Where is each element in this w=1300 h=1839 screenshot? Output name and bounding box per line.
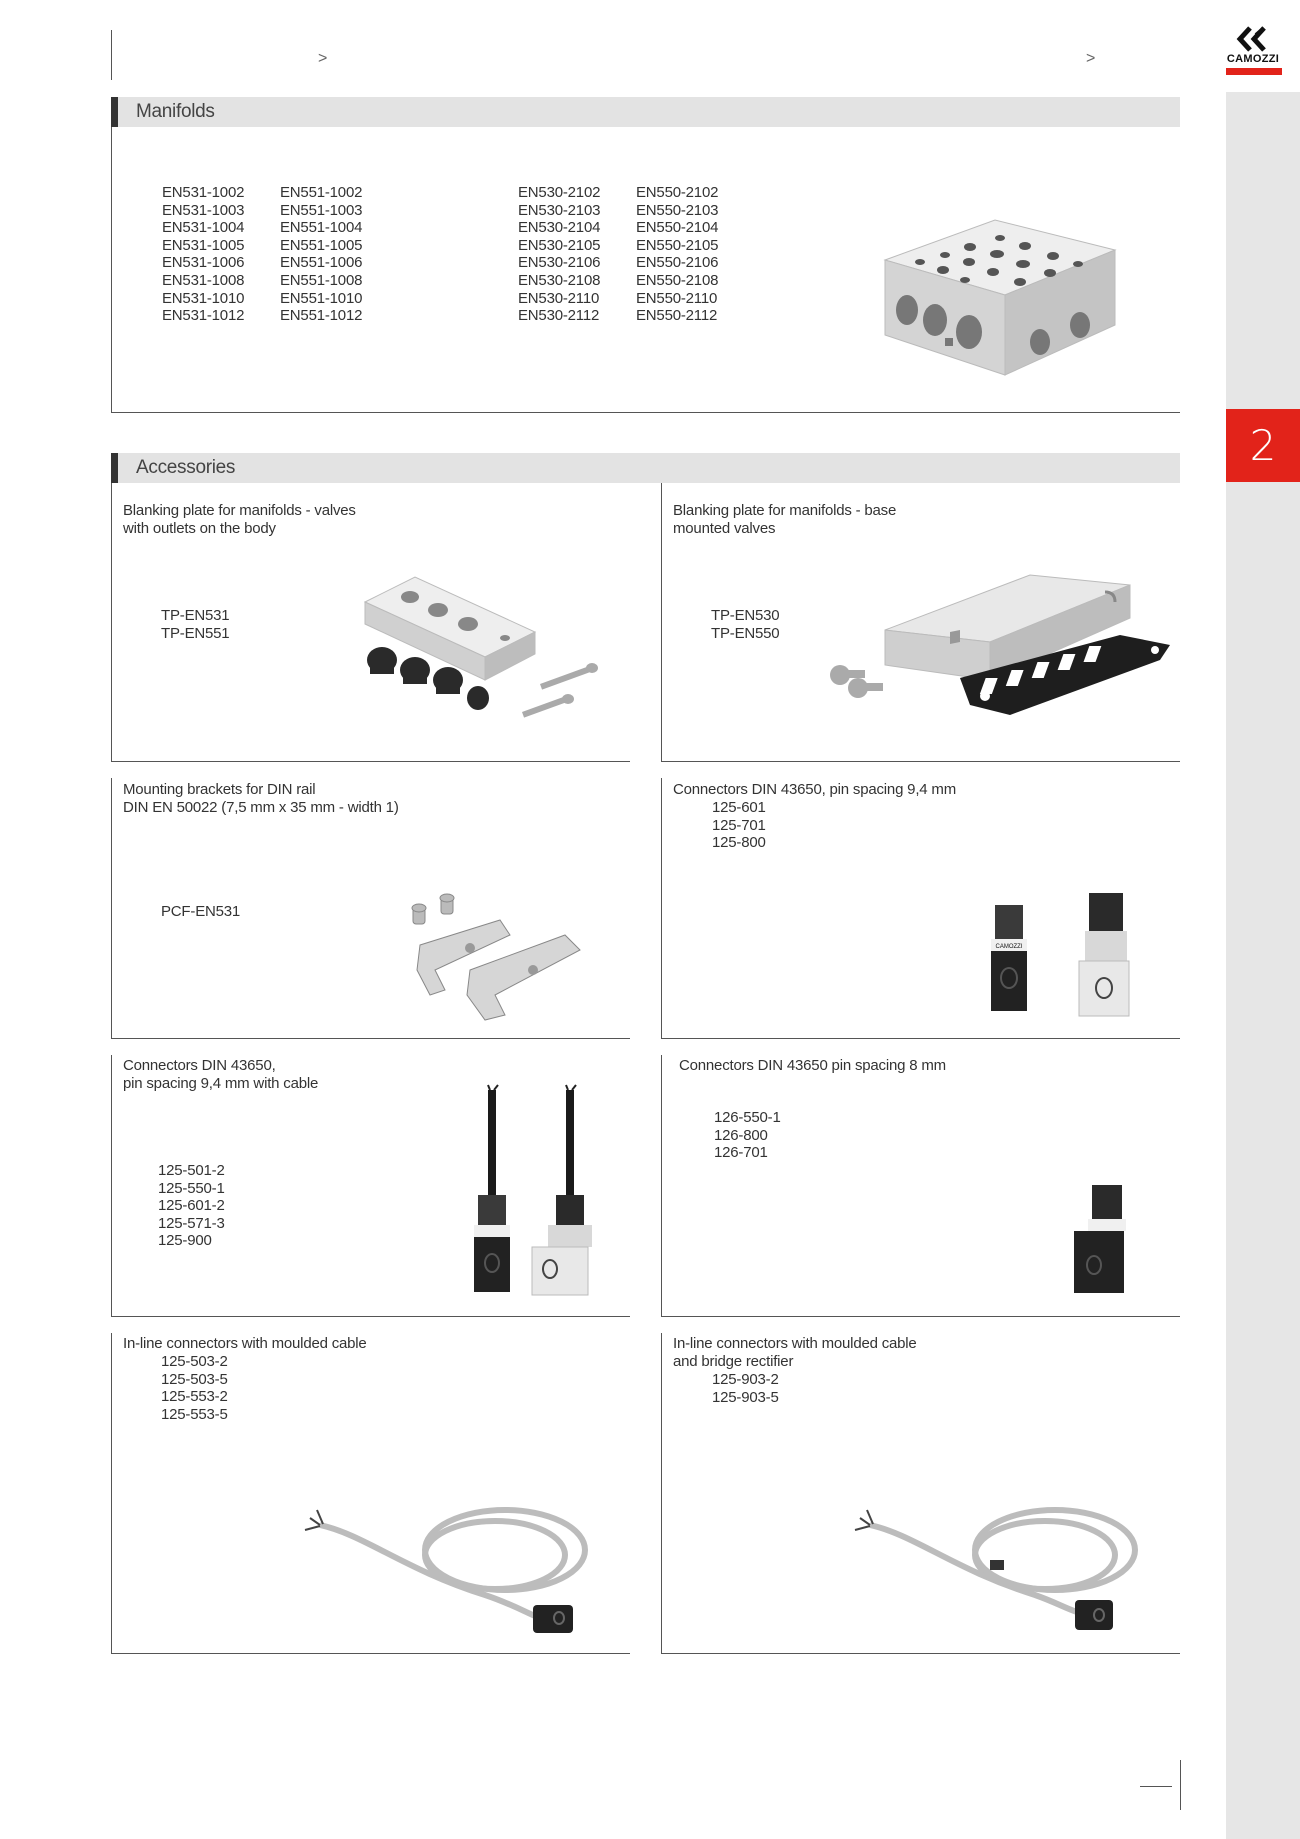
code-item: EN531-1010 [162, 289, 245, 307]
code-item: 125-701 [712, 816, 766, 834]
code-item: EN530-2106 [518, 254, 601, 272]
manifold-block-image [865, 210, 1115, 385]
logo-bar [1226, 68, 1282, 75]
accessory-codes [711, 607, 779, 642]
breadcrumb-separator-left: > [318, 50, 328, 67]
code-item: EN550-2110 [636, 289, 718, 307]
code-item: 125-503-2 [161, 1353, 228, 1370]
code-item: EN530-2102 [518, 184, 601, 201]
side-strip [1226, 92, 1300, 1839]
accessory-title: Connectors DIN 43650, pin spacing 9,4 mm with cable [123, 1057, 319, 1092]
accessory-codes [714, 1109, 781, 1162]
code-item: 126-701 [714, 1144, 768, 1162]
accessory-title: Mounting brackets for DIN rail DIN EN 50022 (7,5 mm x 35 mm - width 1) [123, 781, 399, 816]
accessory-codes [712, 799, 766, 852]
manifold-codes-col3 [518, 184, 600, 325]
code-item: EN551-1004 [280, 219, 363, 237]
code-item: EN531-1003 [162, 201, 245, 219]
code-item: EN531-1012 [162, 307, 245, 325]
code-item: 125-601 [712, 799, 766, 816]
accessory-title: In-line connectors with moulded cable and bridge rectifier [673, 1335, 917, 1370]
connectors-94-image [985, 893, 1135, 1023]
code-item: 125-903-2 [712, 1371, 779, 1388]
code-item: 125-571-3 [158, 1214, 225, 1232]
code-item: EN530-2104 [518, 219, 601, 237]
code-item: PCF-EN531 [161, 903, 241, 920]
code-item: EN551-1008 [280, 271, 363, 289]
code-item: EN530-2103 [518, 201, 601, 219]
code-item: 125-553-5 [161, 1405, 228, 1423]
code-item: 125-553-2 [161, 1388, 228, 1406]
code-item: EN550-2112 [636, 307, 718, 325]
code-item: EN531-1008 [162, 271, 245, 289]
manifold-codes-col1 [162, 184, 244, 325]
inline-cable-image [305, 1500, 595, 1640]
accessory-codes [712, 1371, 779, 1406]
connector-label: CAMOZZI [995, 944, 1023, 950]
code-item: EN530-2112 [518, 307, 600, 325]
accessory-title: Connectors DIN 43650 pin spacing 8 mm [679, 1057, 946, 1074]
code-item: EN551-1005 [280, 236, 363, 254]
code-item: TP-EN530 [711, 607, 780, 624]
connector-8-image [1070, 1185, 1140, 1305]
code-item: EN530-2108 [518, 271, 601, 289]
code-item: 125-550-1 [158, 1179, 225, 1197]
code-item: EN550-2102 [636, 184, 719, 201]
page-number-dash [1140, 1786, 1172, 1787]
camozzi-logo [1222, 26, 1284, 76]
inline-rectifier-cable-image [855, 1500, 1145, 1640]
code-item: 125-601-2 [158, 1197, 225, 1215]
accessory-codes [158, 1162, 225, 1250]
section-title: Manifolds [136, 101, 215, 122]
code-item: 125-503-5 [161, 1370, 228, 1388]
blanking-plate-base-image [820, 570, 1180, 730]
accessory-codes [161, 607, 229, 642]
code-item: TP-EN551 [161, 624, 230, 642]
code-item: 125-903-5 [712, 1388, 779, 1406]
camozzi-logo-icon [1234, 26, 1274, 52]
code-item: EN550-2106 [636, 254, 719, 272]
code-item: EN531-1002 [162, 184, 245, 201]
code-item: 126-550-1 [714, 1109, 781, 1126]
code-item: EN531-1004 [162, 219, 245, 237]
accessory-title: Blanking plate for manifolds - valves with outlets on the body [123, 502, 356, 537]
code-item: EN551-1002 [280, 184, 363, 201]
code-item: EN551-1012 [280, 307, 363, 325]
breadcrumb-separator-right: > [1086, 50, 1096, 67]
code-item: EN550-2108 [636, 271, 719, 289]
code-item: 125-800 [712, 834, 766, 852]
accessory-title: Blanking plate for manifolds - base mounted valves [673, 502, 897, 537]
code-item: EN551-1003 [280, 201, 363, 219]
code-item: 125-900 [158, 1232, 212, 1250]
chapter-tab[interactable]: 2 [1226, 409, 1300, 482]
page-number-rule [1180, 1760, 1181, 1810]
accessory-codes [161, 903, 240, 921]
code-item: EN531-1006 [162, 254, 245, 272]
section-header-accessories [111, 453, 1180, 483]
code-item: EN530-2110 [518, 289, 600, 307]
code-item: 125-501-2 [158, 1162, 225, 1179]
manifold-codes-col2 [280, 184, 362, 325]
code-item: TP-EN531 [161, 607, 230, 624]
din-rail-bracket-image [405, 890, 605, 1030]
code-item: 126-800 [714, 1126, 768, 1144]
accessory-title: In-line connectors with moulded cable [123, 1335, 367, 1352]
connectors-94-cable-image [450, 1085, 590, 1300]
code-item: EN530-2105 [518, 236, 601, 254]
section-header-manifolds [111, 97, 1180, 127]
code-item: EN550-2103 [636, 201, 719, 219]
code-item: EN551-1006 [280, 254, 363, 272]
blanking-plate-valves-image [360, 572, 600, 732]
logo-text: CAMOZZI [1226, 53, 1280, 65]
code-item: EN550-2105 [636, 236, 719, 254]
code-item: EN551-1010 [280, 289, 363, 307]
code-item: TP-EN550 [711, 624, 780, 642]
section-title: Accessories [136, 457, 236, 478]
manifold-codes-col4 [636, 184, 718, 325]
code-item: EN531-1005 [162, 236, 245, 254]
code-item: EN550-2104 [636, 219, 719, 237]
header-rule [111, 30, 112, 80]
accessory-title: Connectors DIN 43650, pin spacing 9,4 mm [673, 781, 956, 798]
accessory-codes [161, 1353, 228, 1423]
